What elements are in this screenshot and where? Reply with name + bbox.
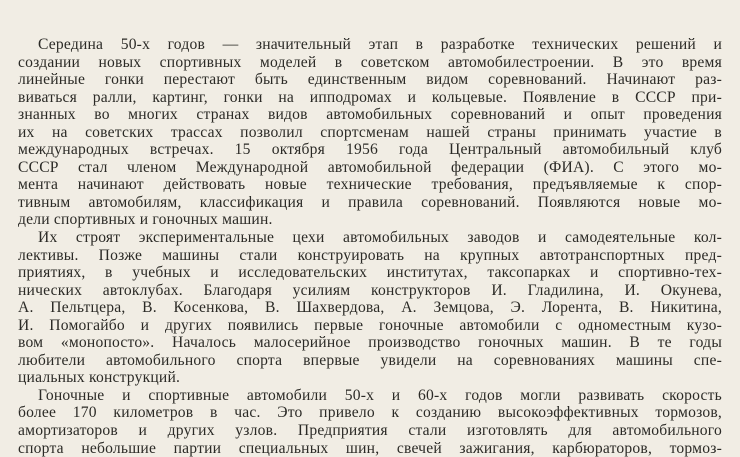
text-line: виваться ралли, картинг, гонки на ипподромах и кольцевые. Появление в СССР при-: [18, 88, 722, 106]
body-text: [18, 36, 722, 457]
text-line: нических автоклубах. Благодаря усилиям конструкторов И. Гладилина, И. Окунева,: [18, 281, 722, 299]
text-line: лективы. Позже машины стали конструировать на крупных автотранспортных пред-: [18, 246, 722, 264]
text-line: любители автомобильного спорта впервые увидели на соревнованиях машины спе-: [18, 351, 722, 369]
text-line: спорта небольшие партии специальных шин, свечей зажигания, карбюраторов, тормоз-: [18, 439, 722, 457]
text-line: линейные гонки перестают быть единственным видом соревнований. Начинают раз-: [18, 71, 722, 89]
text-line: И. Помогайбо и других появились первые гоночные автомобили с одноместным кузо-: [18, 316, 722, 334]
text-line: их на советских трассах позволил спортсменам нашей страны принимать участие в: [18, 123, 722, 141]
text-line: А. Пельтцера, В. Косенкова, В. Шахвердова, А. Земцова, Э. Лорента, В. Никитина,: [18, 299, 722, 317]
text-line: Середина 50-х годов — значительный этап в разработке технических решений и: [38, 36, 722, 53]
text-line: знанных во многих странах видов автомобильных соревнований и опыт проведения: [18, 106, 722, 124]
text-line: Их строят экспериментальные цехи автомобильных заводов и самодеятельные кол-: [38, 229, 722, 247]
text-line: более 170 километров в час. Это привело к созданию высокоэффективных тормозов,: [18, 404, 722, 422]
text-line: мента начинают действовать новые технические требования, предъявляемые к спор-: [18, 176, 722, 194]
text-line: международных встречах. 15 октября 1956 года Центральный автомобильный клуб: [18, 141, 722, 159]
text-line: циальных конструкций.: [18, 369, 181, 387]
text-line: вом «монопосто». Началось малосерийное производство гоночных машин. В те годы: [18, 334, 722, 352]
text-line: тивным автомобилям, классификация и правила соревнований. Появляются новые мо-: [18, 193, 722, 211]
text-line: приятиях, в учебных и исследовательских институтах, таксопарках и спортивно-тех-: [18, 264, 722, 282]
text-line: СССР стал членом Международной автомобильной федерации (ФИА). С этого мо-: [18, 158, 722, 176]
text-line: Гоночные и спортивные автомобили 50-х и 60-х годов могли развивать скорость: [38, 386, 722, 404]
text-line: амортизаторов и других узлов. Предприятия стали изготовлять для автомобильного: [18, 422, 722, 440]
text-line: дели спортивных и гоночных машин.: [18, 211, 273, 229]
text-line: создании новых спортивных моделей в советском автомобилестроении. В это время: [18, 53, 722, 71]
